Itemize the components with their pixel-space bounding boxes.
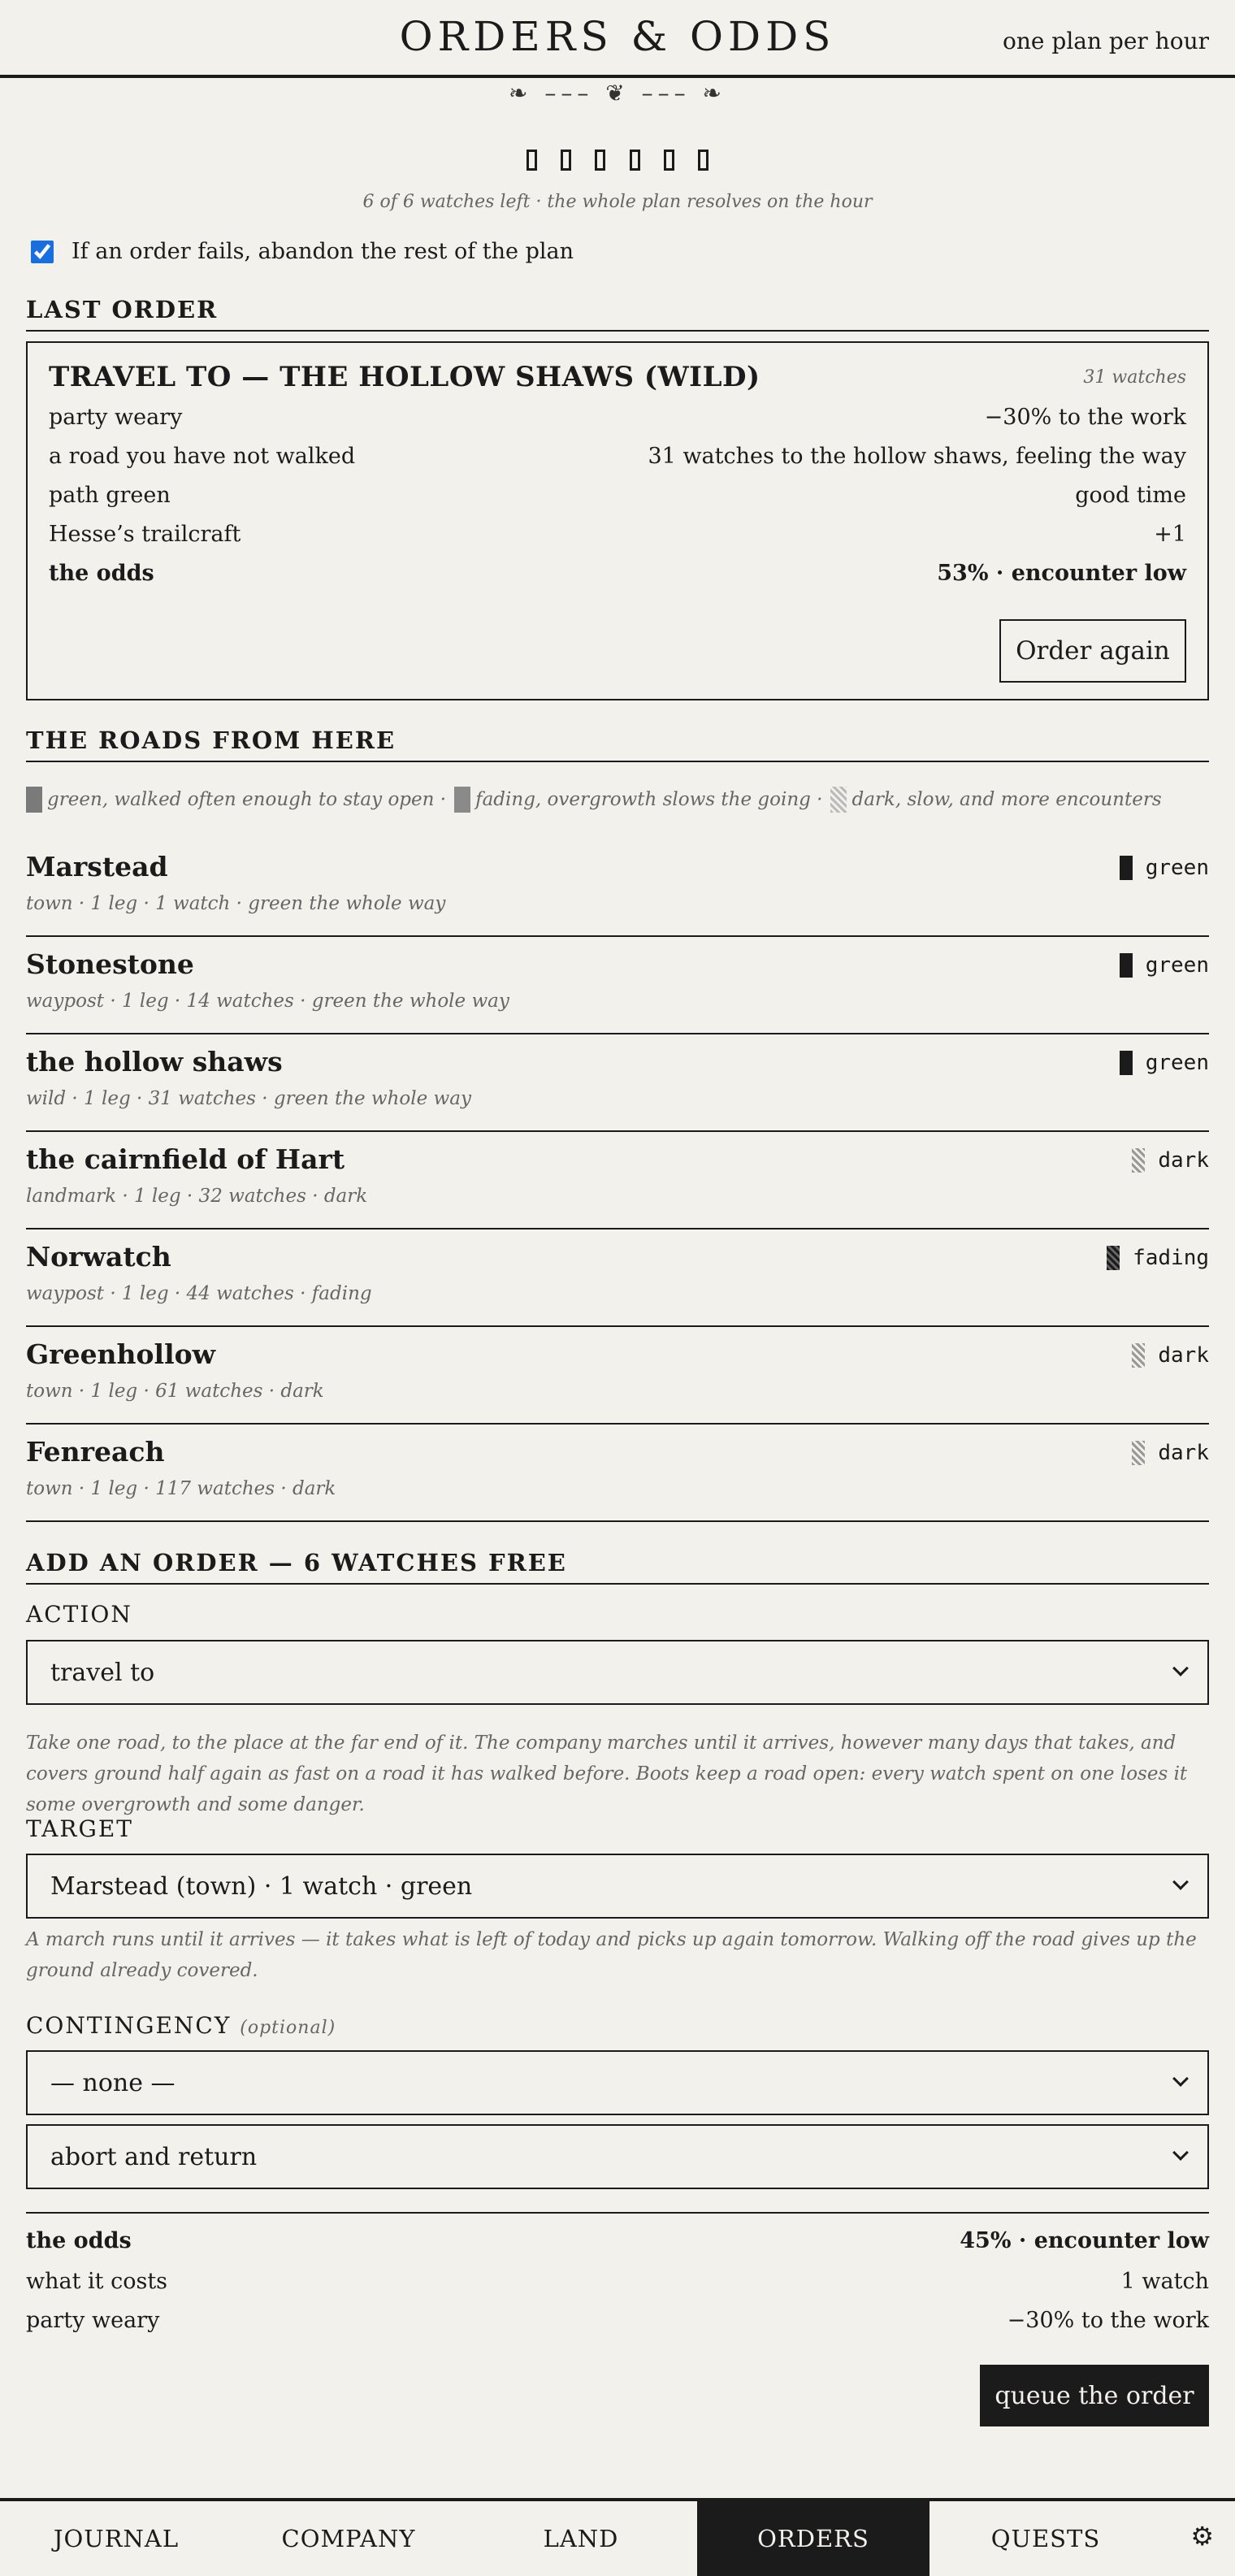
last-order-card	[26, 341, 1209, 700]
fading-swatch-icon	[454, 787, 470, 813]
green-status-icon	[1120, 856, 1133, 880]
dark-swatch-icon	[830, 787, 847, 813]
summary-odds-row: the odds 45% · encounter low	[26, 2228, 1209, 2253]
chevron-down-icon	[1172, 2071, 1189, 2087]
nav-quests[interactable]: QUESTS	[990, 2525, 1101, 2552]
road-status: dark	[1132, 1441, 1209, 1465]
ornament-divider: ❧ ––– ❦ ––– ❧	[509, 80, 726, 106]
last-order-title: TRAVEL TO — THE HOLLOW SHAWS (WILD)	[49, 361, 760, 393]
action-help-text: Take one road, to the place at the far end of it. The company marches until it arrives, however many days that takes, and covers ground half again as fast on a road it has walked before. Boots keep a road open: every watch spent on one loses it some overgrowth and some danger.	[26, 1733, 1188, 1815]
watch-box	[698, 150, 708, 171]
green-status-icon	[1120, 953, 1133, 978]
chevron-down-icon	[1172, 1660, 1189, 1676]
abandon-plan-checkbox[interactable]	[31, 241, 54, 263]
nav-company[interactable]: COMPANY	[281, 2525, 416, 2552]
road-item[interactable]: the hollow shaws wild · 1 leg · 31 watches · green the whole way green	[26, 1034, 1209, 1132]
summary-cost-row: what it costs 1 watch	[26, 2269, 1209, 2294]
contingency-action-select[interactable]: abort and return	[26, 2124, 1209, 2189]
action-select[interactable]: travel to	[26, 1640, 1209, 1705]
dark-status-icon	[1132, 1148, 1145, 1173]
watch-box	[664, 150, 674, 171]
header	[0, 0, 1235, 78]
gear-icon[interactable]: ⚙	[1190, 2521, 1214, 2552]
app-title: ORDERS & ODDS	[399, 13, 836, 60]
watch-box	[526, 150, 537, 171]
last-order-row: party weary −30% to the work	[49, 405, 1186, 430]
road-status: dark	[1132, 1343, 1209, 1368]
abandon-plan-option[interactable]	[31, 239, 574, 264]
plan-frequency-note: one plan per hour	[1003, 28, 1209, 54]
order-again-button[interactable]: Order again	[999, 619, 1186, 683]
abandon-plan-label: If an order fails, abandon the rest of the plan	[72, 239, 574, 264]
road-status: green	[1120, 953, 1209, 978]
fading-status-icon	[1107, 1246, 1120, 1270]
nav-land[interactable]: LAND	[543, 2525, 619, 2552]
green-status-icon	[1120, 1051, 1133, 1075]
action-label: ACTION	[26, 1601, 132, 1628]
target-label: TARGET	[26, 1815, 133, 1842]
chevron-down-icon	[1172, 1874, 1189, 1890]
road-status: fading	[1107, 1246, 1209, 1270]
last-order-row: a road you have not walked 31 watches to the hollow shaws, feeling the way	[49, 444, 1186, 469]
queue-order-button[interactable]: queue the order	[980, 2365, 1209, 2426]
contingency-label: CONTINGENCY (optional)	[26, 2012, 336, 2039]
target-select[interactable]: Marstead (town) · 1 watch · green	[26, 1854, 1209, 1919]
road-item[interactable]: Marstead town · 1 leg · 1 watch · green the whole way green	[26, 839, 1209, 937]
last-order-row: Hesse’s trailcraft +1	[49, 522, 1186, 547]
target-help-text: A march runs until it arrives — it takes what is left of today and picks up again tomorrow. Walking off the road gives up the ground already covered.	[26, 1929, 1197, 1981]
chevron-down-icon	[1172, 2144, 1189, 2161]
roads-heading: THE ROADS FROM HERE	[26, 726, 1209, 762]
road-item[interactable]: Fenreach town · 1 leg · 117 watches · dark dark	[26, 1425, 1209, 1522]
last-order-duration: 31 watches	[1083, 367, 1186, 388]
summary-weary-row: party weary −30% to the work	[26, 2308, 1209, 2333]
road-item[interactable]: Norwatch waypost · 1 leg · 44 watches · fading fading	[26, 1229, 1209, 1327]
watch-indicator	[0, 150, 1235, 174]
last-order-odds-row: the odds 53% · encounter low	[49, 561, 1186, 586]
dark-status-icon	[1132, 1343, 1145, 1368]
road-status: green	[1120, 1051, 1209, 1075]
watch-box	[630, 150, 640, 171]
nav-orders[interactable]: ORDERS	[697, 2501, 930, 2576]
road-status: dark	[1132, 1148, 1209, 1173]
dark-status-icon	[1132, 1441, 1145, 1465]
green-swatch-icon	[26, 787, 42, 813]
last-order-row: path green good time	[49, 483, 1186, 508]
add-order-heading: ADD AN ORDER — 6 WATCHES FREE	[26, 1549, 1209, 1585]
watch-box	[595, 150, 605, 171]
roads-legend: green, walked often enough to stay open · fading, overgrowth slows the going · dark, slow, and more encounters	[26, 787, 1162, 813]
watches-caption: 6 of 6 watches left · the whole plan resolves on the hour	[362, 192, 873, 212]
last-order-heading: LAST ORDER	[26, 296, 1209, 332]
road-item[interactable]: Stonestone waypost · 1 leg · 14 watches · green the whole way green	[26, 937, 1209, 1034]
watch-box	[561, 150, 571, 171]
bottom-nav	[0, 2498, 1235, 2576]
nav-journal[interactable]: JOURNAL	[53, 2525, 180, 2552]
summary-divider	[26, 2212, 1209, 2214]
road-item[interactable]: Greenhollow town · 1 leg · 61 watches · dark dark	[26, 1327, 1209, 1425]
road-status: green	[1120, 856, 1209, 880]
road-item[interactable]: the cairnfield of Hart landmark · 1 leg · 32 watches · dark dark	[26, 1132, 1209, 1229]
contingency-condition-select[interactable]: — none —	[26, 2050, 1209, 2115]
